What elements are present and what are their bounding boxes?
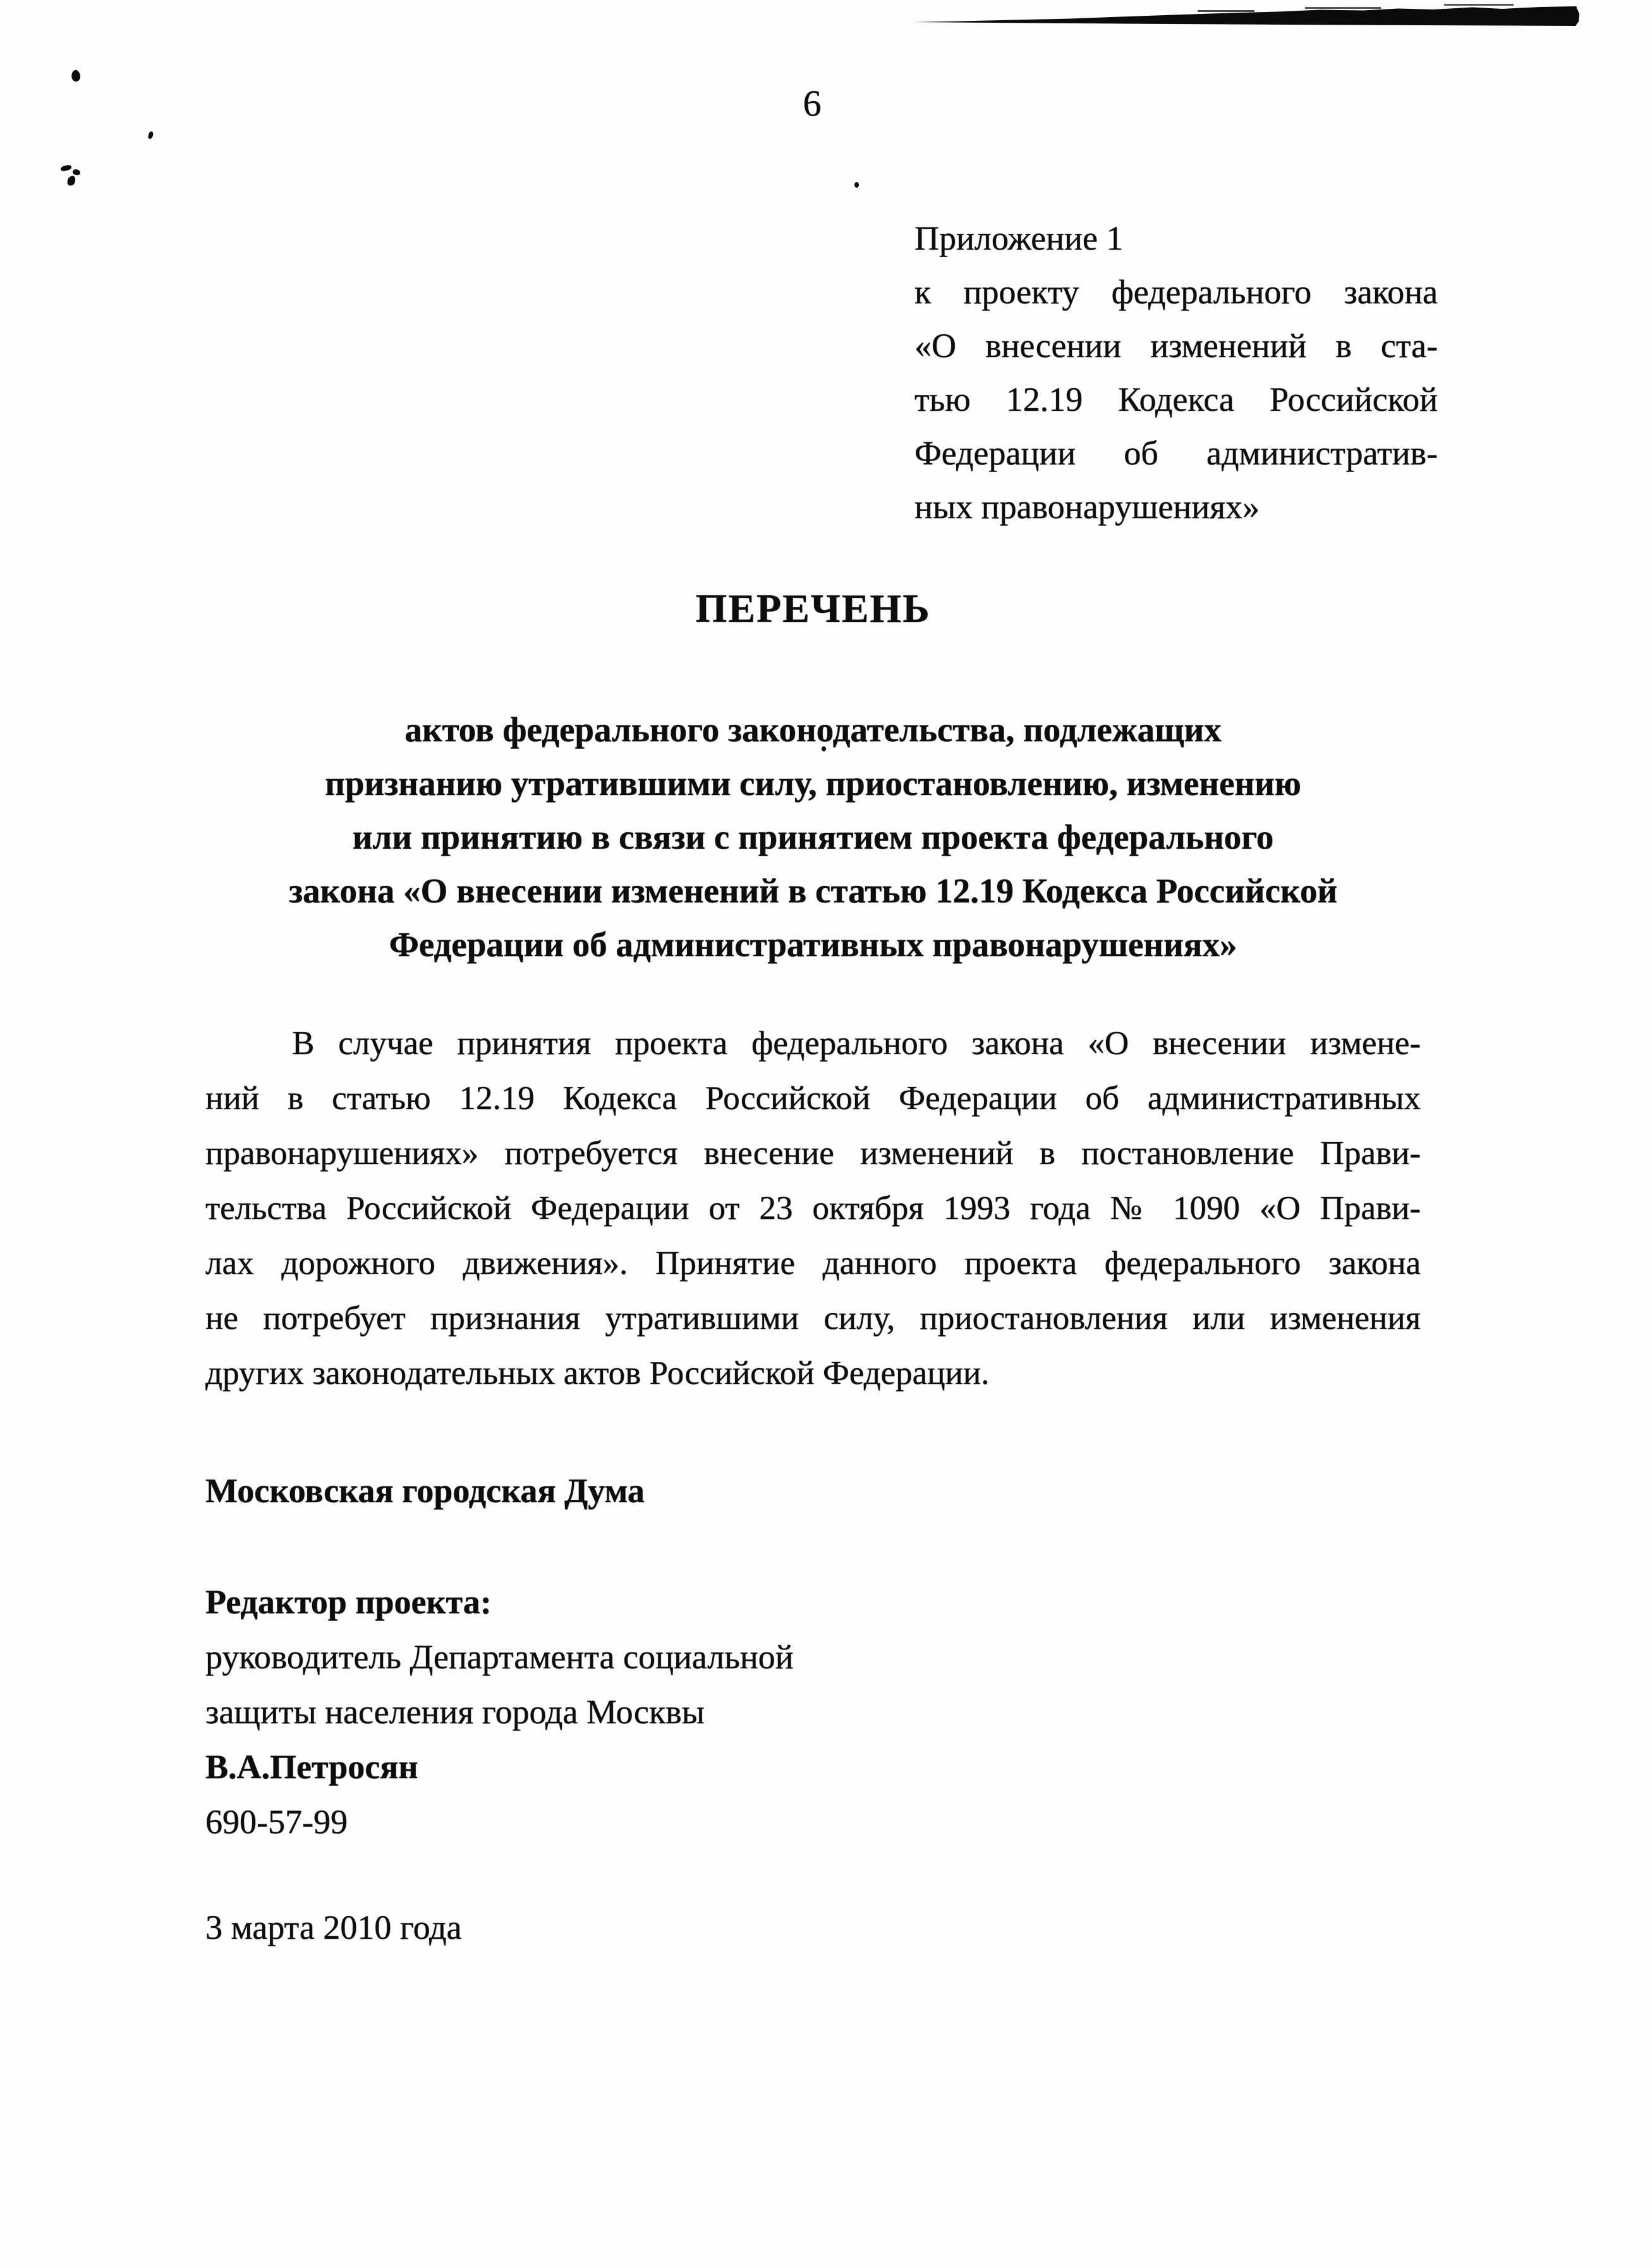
document-title: ПЕРЕЧЕНЬ xyxy=(695,586,931,631)
appendix-reference-block xyxy=(914,212,1438,534)
subtitle-line: или принятию в связи с принятием проекта федерального xyxy=(352,818,1274,856)
editor-label: Редактор проекта: xyxy=(205,1583,492,1621)
subtitle-line: признанию утратившими силу, приостановлению, изменению xyxy=(325,764,1301,803)
ink-speckle xyxy=(60,164,71,172)
body-paragraph xyxy=(205,1016,1421,1401)
editor-position-line: руководитель Департамента социальной xyxy=(205,1638,794,1676)
ink-speckle xyxy=(148,131,154,139)
body-line: не потребует признания утратившими силу, приостановления или изменения xyxy=(205,1300,1421,1337)
appendix-line: ных правонарушениях» xyxy=(914,488,1260,526)
phone-number: 690-57-99 xyxy=(205,1803,348,1841)
subtitle-line: Федерации об административных правонарушениях» xyxy=(389,925,1237,964)
body-line: правонарушениях» потребуется внесение изменений в постановление Прави- xyxy=(205,1135,1421,1172)
appendix-line: тью 12.19 Кодекса Российской xyxy=(914,380,1438,418)
ink-speckle xyxy=(72,169,80,176)
body-line: В случае принятия проекта федерального закона «О внесении измене- xyxy=(292,1025,1421,1062)
ink-speckle xyxy=(66,174,76,186)
ink-speckle xyxy=(70,69,82,82)
appendix-line: Приложение 1 xyxy=(914,219,1124,257)
body-line: лах дорожного движения». Принятие данного проекта федерального закона xyxy=(205,1245,1421,1282)
appendix-line: Федерации об административ- xyxy=(914,434,1438,472)
body-line: ний в статью 12.19 Кодекса Российской Федерации об административных xyxy=(205,1080,1421,1117)
subtitle-line: закона «О внесении изменений в статью 12.19 Кодекса Российской xyxy=(288,871,1338,910)
document-subtitle xyxy=(205,703,1421,971)
editor-position-line: защиты населения города Москвы xyxy=(205,1693,705,1731)
document-date: 3 марта 2010 года xyxy=(205,1908,462,1946)
organization-name: Московская городская Дума xyxy=(205,1472,645,1510)
subtitle-line: актов федерального законодательства, подлежащих xyxy=(404,710,1222,749)
ink-speckle xyxy=(854,182,859,188)
page-number: 6 xyxy=(803,83,822,124)
body-line: других законодательных актов Российской Федерации. xyxy=(205,1355,990,1392)
editor-name: В.А.Петросян xyxy=(205,1748,418,1786)
appendix-line: к проекту федерального закона xyxy=(914,273,1438,311)
appendix-line: «О внесении изменений в ста- xyxy=(914,327,1438,365)
body-line: тельства Российской Федерации от 23 октября 1993 года № 1090 «О Прави- xyxy=(205,1190,1421,1227)
scan-streak-artifact xyxy=(901,0,1608,39)
